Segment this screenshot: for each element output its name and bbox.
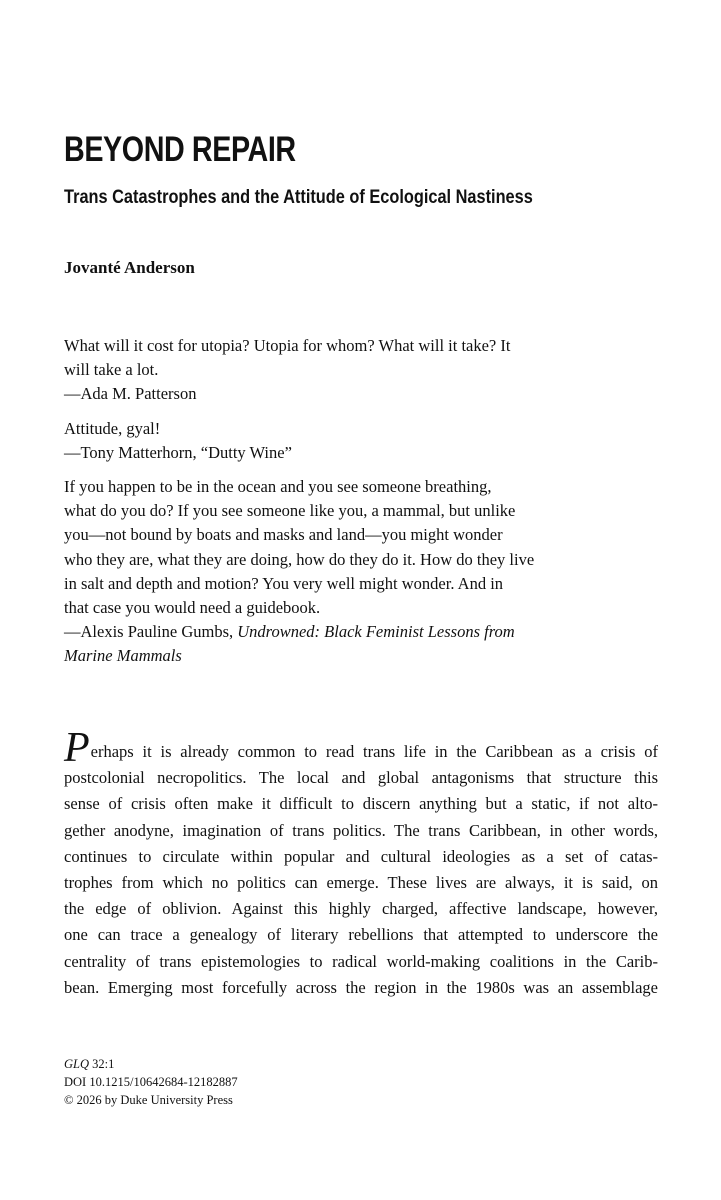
epigraph-line: If you happen to be in the ocean and you see someone breathing,: [64, 477, 492, 497]
epigraph-line: Attitude, gyal!: [64, 418, 161, 438]
journal-citation: [64, 1055, 238, 1073]
article-title: BEYOND REPAIR: [64, 130, 296, 169]
epigraph-gumbs: [64, 475, 564, 669]
drop-cap: P: [64, 725, 90, 771]
epigraph-matterhorn: [64, 417, 564, 465]
attribution-author: —Alexis Pauline Gumbs,: [64, 622, 238, 642]
body-line-text: erhaps it is already common to read trans life in the Caribbean as a crisis of: [90, 742, 658, 761]
journal-volume: 32:1: [89, 1057, 115, 1071]
attribution-work-title-continued: Marine Mammals: [64, 646, 182, 666]
epigraph-attribution: —Tony Matterhorn, “Dutty Wine”: [64, 442, 292, 462]
journal-name: GLQ: [64, 1057, 90, 1071]
copyright: © 2026 by Duke University Press: [64, 1093, 233, 1107]
epigraph-line: will take a lot.: [64, 360, 159, 380]
body-line: gether anodyne, imagination of trans politics. The trans Caribbean, in other words,: [64, 820, 658, 840]
article-author: Jovanté Anderson: [64, 258, 195, 277]
body-line: bean. Emerging most forcefully across the region in the 1980s was an assemblage: [64, 977, 658, 997]
epigraph-line: who they are, what they are doing, how do they do it. How do they live: [64, 549, 535, 569]
body-line: centrality of trans epistemologies to radical world-making coalitions in the Carib-: [64, 951, 658, 971]
epigraph-line: that case you would need a guidebook.: [64, 598, 321, 618]
page-footer: [64, 1055, 238, 1109]
body-line: sense of crisis often make it difficult to discern anything but a static, if not alto-: [64, 794, 658, 814]
body-line: trophes from which no politics can emerge. These lives are always, it is said, on: [64, 873, 658, 893]
epigraph-line: what do you do? If you see someone like you, a mammal, but unlike: [64, 501, 516, 521]
epigraph-line: in salt and depth and motion? You very well might wonder. And in: [64, 573, 504, 593]
epigraph-attribution: [64, 620, 564, 644]
body-line: the edge of oblivion. Against this highly charged, affective landscape, however,: [64, 899, 658, 919]
body-line: one can trace a genealogy of literary rebellions that attempted to underscore the: [64, 925, 658, 945]
body-paragraph: [64, 725, 658, 1001]
body-line: continues to circulate within popular and cultural ideologies as a set of catas-: [64, 846, 658, 866]
epigraph-attribution-continued: [64, 644, 564, 668]
body-line: [64, 725, 658, 771]
epigraphs: [64, 334, 564, 679]
epigraph-line: you—not bound by boats and masks and land—you might wonder: [64, 525, 503, 545]
attribution-work-title: Undrowned: Black Feminist Lessons from: [237, 622, 515, 642]
article-subtitle: Trans Catastrophes and the Attitude of Ecological Nastiness: [64, 187, 533, 208]
epigraph-attribution: —Ada M. Patterson: [64, 384, 197, 404]
epigraph-patterson: [64, 334, 564, 407]
body-line: postcolonial necropolitics. The local and global antagonisms that structure this: [64, 768, 658, 788]
epigraph-line: What will it cost for utopia? Utopia for whom? What will it take? It: [64, 336, 511, 355]
doi: DOI 10.1215/10642684-12182887: [64, 1075, 238, 1089]
